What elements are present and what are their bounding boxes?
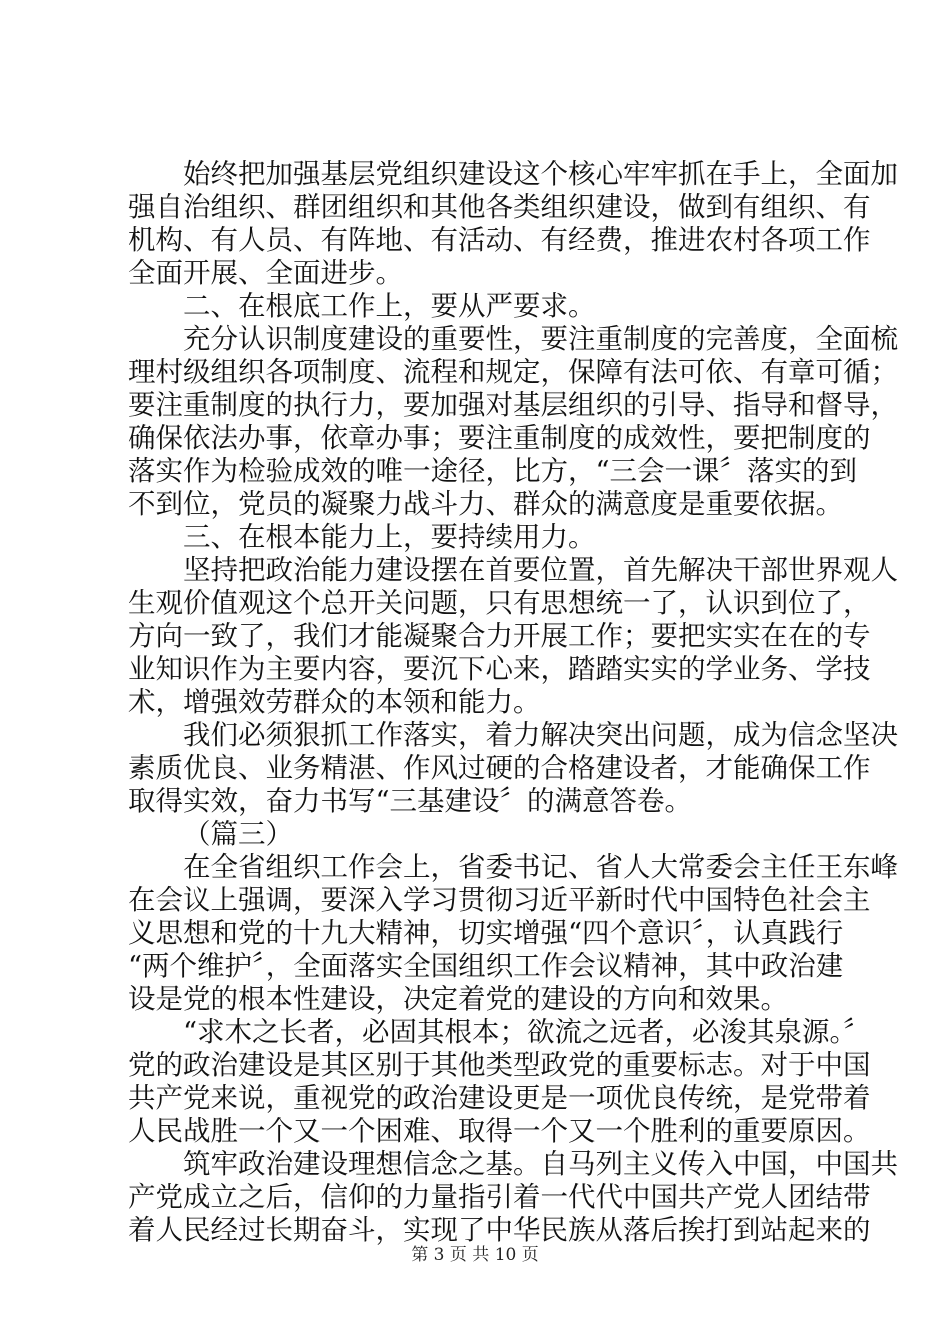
document-body [128,158,898,1247]
text-line: 要注重制度的执行力，要加强对基层组织的引导、指导和督导， [128,389,898,421]
text-line: 坚持把政治能力建设摆在首要位置，首先解决干部世界观人 [183,554,898,586]
text-line: 二、在根底工作上，要从严要求。 [183,290,596,322]
text-line: 在会议上强调，要深入学习贯彻习近平新时代中国特色社会主 [128,884,871,916]
text-line: 人民战胜一个又一个困难、取得一个又一个胜利的重要原因。 [128,1115,871,1147]
text-line: 理村级组织各项制度、流程和规定，保障有法可依、有章可循； [128,356,898,388]
text-line: 充分认识制度建设的重要性，要注重制度的完善度，全面梳 [183,323,898,355]
text-line: 术，增强效劳群众的本领和能力。 [128,686,541,718]
text-line: （篇三） [183,818,293,850]
text-line: 方向一致了，我们才能凝聚合力开展工作；要把实实在在的专 [128,620,871,652]
text-line: 全面开展、全面进步。 [128,257,403,289]
text-line: 着人民经过长期奋斗，实现了中华民族从落后挨打到站起来的 [128,1214,871,1246]
text-line: 取得实效，奋力书写“三基建设〞的满意答卷。 [128,785,693,817]
text-line: 设是党的根本性建设，决定着党的建设的方向和效果。 [128,983,788,1015]
text-line: 素质优良、业务精湛、作风过硬的合格建设者，才能确保工作 [128,752,871,784]
page-number-footer: 第 3 页 共 10 页 [411,1245,539,1265]
text-line: 落实作为检验成效的唯一途径，比方，“三会一课〞落实的到 [128,455,858,487]
text-line: “两个维护〞，全面落实全国组织工作会议精神，其中政治建 [128,950,844,982]
text-line: 党的政治建设是其区别于其他类型政党的重要标志。对于中国 [128,1049,871,1081]
text-line: 机构、有人员、有阵地、有活动、有经费，推进农村各项工作 [128,224,871,256]
text-line: 生观价值观这个总开关问题，只有思想统一了，认识到位了， [128,587,871,619]
text-line: 义思想和党的十九大精神，切实增强“四个意识〞，认真践行 [128,917,844,949]
text-line: 不到位，党员的凝聚力战斗力、群众的满意度是重要依据。 [128,488,843,520]
text-line: 共产党来说，重视党的政治建设更是一项优良传统，是党带着 [128,1082,871,1114]
text-line: 筑牢政治建设理想信念之基。自马列主义传入中国，中国共 [183,1148,898,1180]
text-line: 始终把加强基层党组织建设这个核心牢牢抓在手上，全面加 [183,158,898,190]
text-line: 三、在根本能力上，要持续用力。 [183,521,596,553]
text-line: 在全省组织工作会上，省委书记、省人大常委会主任王东峰 [183,851,898,883]
text-line: 我们必须狠抓工作落实，着力解决突出问题，成为信念坚决 [183,719,898,751]
text-line: 确保依法办事，依章办事；要注重制度的成效性，要把制度的 [128,422,871,454]
text-line: 强自治组织、群团组织和其他各类组织建设，做到有组织、有 [128,191,871,223]
text-line: 产党成立之后，信仰的力量指引着一代代中国共产党人团结带 [128,1181,871,1213]
text-line: “求木之长者，必固其根本；欲流之远者，必浚其泉源。〞 [183,1016,871,1048]
text-line: 业知识作为主要内容，要沉下心来，踏踏实实的学业务、学技 [128,653,871,685]
